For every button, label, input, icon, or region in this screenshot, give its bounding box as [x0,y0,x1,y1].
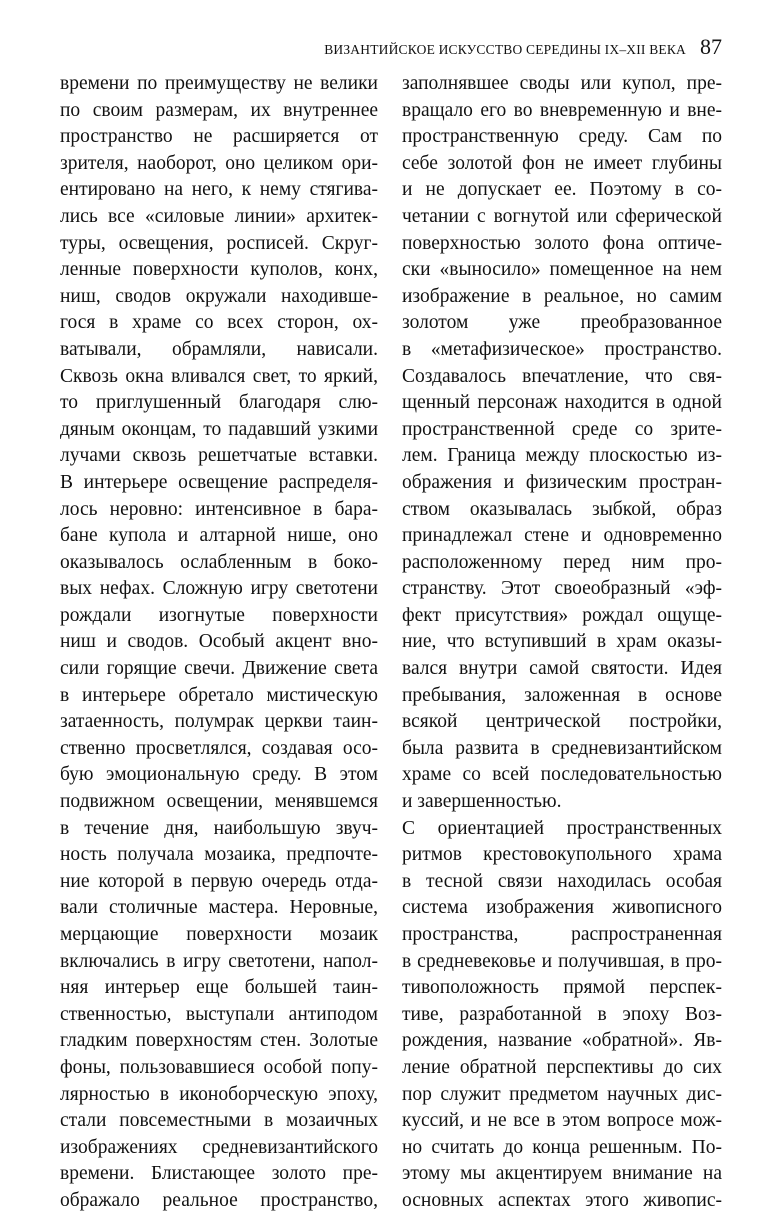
text-line: ние которой в первую очередь отда- [60,870,378,892]
text-line: ритмов крестовокупольного храма [402,844,722,866]
text-line: ображало реальное пространство, [60,1189,378,1211]
right-column [402,71,722,1215]
text-line: была развита в средневизантийском [402,737,722,759]
text-line: туры, освещения, росписей. Скруг- [60,232,378,254]
text-line: ниш и сводов. Особый акцент вно- [60,631,378,653]
text-line: гося в храме со всех сторон, ох- [60,312,378,334]
text-line: включались в игру светотени, напол- [60,950,378,972]
text-line: С ориентацией пространственных [402,817,722,839]
text-line: сили горящие свечи. Движение света [60,658,378,680]
text-line: Создавалось впечатление, что свя- [402,365,722,387]
text-line: поверхностью золото фона оптиче- [402,232,722,254]
text-line: лучами сквозь решетчатые вставки. [60,445,378,467]
text-line: пор служит предметом научных дис- [402,1083,722,1105]
text-line: пребывания, заложенная в основе [402,684,722,706]
text-line: странству. Этот своеобразный «эф- [402,578,722,600]
text-line: ентировано на него, к нему стягива- [60,179,378,201]
text-line: в интерьере обретало мистическую [60,684,378,706]
text-line: стали повсеместными в мозаичных [60,1110,378,1132]
text-line: заполнявшее своды или купол, пре- [402,73,722,94]
text-line: лем. Граница между плоскостью из- [402,445,722,467]
text-line: подвижном освещении, менявшемся [60,791,378,813]
text-line: тивоположность прямой перспек- [402,977,722,999]
text-line: бане купола и алтарной нише, оно [60,525,378,547]
text-line: зрителя, наоборот, оно целиком ори- [60,152,378,174]
text-line: ленные поверхности куполов, конх, [60,259,378,281]
text-line: храме со всей последовательностью [402,764,722,786]
text-line: фект присутствия» рождал ощуще- [402,604,722,626]
text-line: ственностью, выступали антиподом [60,1003,378,1025]
text-line: щенный персонаж находится в одной [402,392,722,414]
text-line: ватывали, обрамляли, нависали. [60,338,378,360]
text-line: этому мы акцентируем внимание на [402,1163,722,1185]
text-line: ниш, сводов окружали находивше- [60,285,378,307]
text-line: вался внутри самой святости. Идея [402,658,722,680]
text-line: ление обратной перспективы до сих [402,1056,722,1078]
text-line: изображение в реальное, но самим [402,285,722,307]
text-line: бую эмоциональную среду. В этом [60,764,378,786]
text-line: ственно просветлялся, создавая осо- [60,737,378,759]
text-line: и завершенностью. [402,791,562,813]
text-line: четании с вогнутой или сферической [402,205,722,227]
running-head: ВИЗАНТИЙСКОЕ ИСКУССТВО СЕРЕДИНЫ IX–XII ВЕКА [324,42,686,57]
text-line: рождения, название «обратной». Яв- [402,1030,722,1052]
text-line: но считать до конца решенным. По- [402,1136,722,1158]
text-line: пространство не расширяется от [60,126,378,148]
text-line: куссий, и не все в этом вопросе мож- [402,1110,722,1132]
text-line: ние, что вступивший в храм оказы- [402,631,722,653]
text-line: В интерьере освещение распределя- [60,471,378,493]
text-line: оказывалось ослабленным в боко- [60,551,378,573]
text-line: изображениях средневизантийского [60,1136,378,1158]
text-line: в средневековье и получившая, в про- [402,950,722,972]
text-line: гладким поверхностям стен. Золотые [60,1030,378,1052]
text-line: лярностью в иконоборческую эпоху, [60,1083,378,1105]
text-line: и не допускает ее. Поэтому в со- [402,179,722,201]
text-line: времени по преимуществу не велики [60,73,378,94]
text-line: лось неровно: интенсивное в бара- [60,498,378,520]
text-line: в течение дня, наибольшую звуч- [60,817,378,839]
text-line: по своим размерам, их внутреннее [60,99,378,121]
page-header [60,34,722,60]
text-line: основных аспектах этого живопис- [402,1189,722,1211]
text-line: то приглушенный благодаря слю- [60,392,378,414]
text-line: дяным оконцам, то падавший узкими [60,418,378,440]
text-line: времени. Блистающее золото пре- [60,1163,378,1185]
text-line: ски «выносило» помещенное на нем [402,259,722,281]
text-line: в «метафизическое» пространство. [402,338,722,360]
text-line: тиве, разработанной в эпоху Воз- [402,1003,722,1025]
text-line: в тесной связи находилась особая [402,870,722,892]
left-column [60,71,378,1215]
text-line: золотом уже преобразованное [402,312,722,334]
text-line: себе золотой фон не имеет глубины [402,152,722,174]
text-line: ством оказывалась зыбкой, образ [402,498,722,520]
text-line: фоны, пользовавшиеся особой попу- [60,1056,378,1078]
text-line: вращало его во вневременную и вне- [402,99,722,121]
text-line: Сквозь окна вливался свет, то яркий, [60,365,378,387]
text-line: вых нефах. Сложную игру светотени [60,578,378,600]
text-line: рождали изогнутые поверхности [60,604,378,626]
text-line: ность получала мозаика, предпочте- [60,844,378,866]
text-line: пространственную среду. Сам по [402,126,722,148]
text-line: пространства, распространенная [402,924,722,945]
text-line: пространственной среде со зрите- [402,418,722,440]
text-line: ображения и физическим простран- [402,471,722,493]
text-line: расположенному перед ним про- [402,551,722,573]
page-number: 87 [700,34,722,59]
text-line: система изображения живописного [402,897,722,919]
text-line: вали столичные мастера. Неровные, [60,897,378,919]
text-line: няя интерьер еще большей таин- [60,977,378,999]
text-line: всякой центрической постройки, [402,711,722,733]
text-line: принадлежал стене и одновременно [402,525,722,547]
text-line: мерцающие поверхности мозаик [60,924,378,945]
text-line: затаенность, полумрак церкви таин- [60,711,378,733]
text-line: лись все «силовые линии» архитек- [60,205,378,227]
